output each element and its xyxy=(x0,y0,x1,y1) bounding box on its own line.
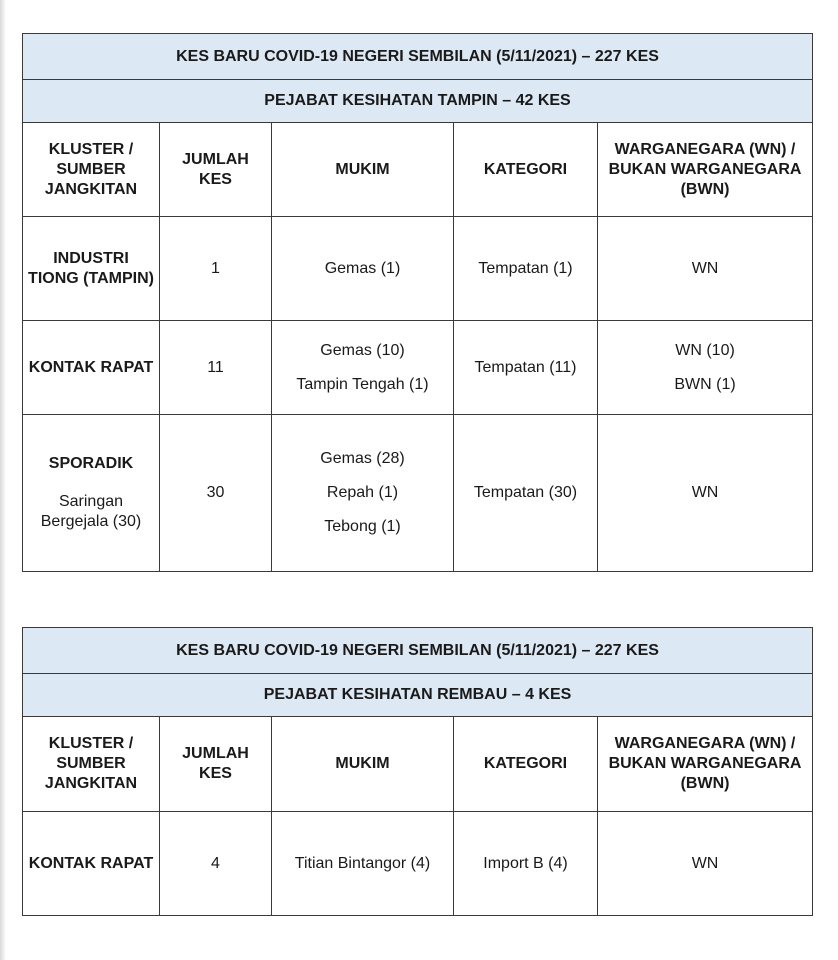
col-kluster-header: KLUSTER / SUMBER JANGKITAN xyxy=(23,717,160,812)
cell-jumlah: 11 xyxy=(160,321,272,415)
cell-kategori: Tempatan (11) xyxy=(454,321,598,415)
cell-wn: WN xyxy=(598,415,813,572)
mukim-entry: Repah (1) xyxy=(326,484,399,501)
tampin-cases-table xyxy=(22,33,813,572)
cell-kategori: Import B (4) xyxy=(454,812,598,916)
mukim-entry: Tebong (1) xyxy=(324,518,401,535)
kluster-note: Saringan Bergejala (30) xyxy=(40,493,142,530)
wn-entry: WN (10) xyxy=(675,341,735,359)
rembau-cases-table xyxy=(22,627,813,916)
cell-wn: WN xyxy=(598,812,813,916)
cell-kluster: INDUSTRI TIONG (TAMPIN) xyxy=(23,217,160,321)
cell-mukim: Titian Bintangor (4) xyxy=(272,812,454,916)
cell-kategori: Tempatan (1) xyxy=(454,217,598,321)
cell-mukim xyxy=(272,415,454,572)
table-row xyxy=(23,217,813,321)
col-kluster-header: KLUSTER / SUMBER JANGKITAN xyxy=(23,123,160,217)
mukim-entry: Gemas (28) xyxy=(320,450,405,467)
cell-kategori: Tempatan (30) xyxy=(454,415,598,572)
col-mukim-header: MUKIM xyxy=(272,717,454,812)
table-row xyxy=(23,321,813,415)
office-header: PEJABAT KESIHATAN TAMPIN – 42 KES xyxy=(23,80,813,123)
table-title: KES BARU COVID-19 NEGERI SEMBILAN (5/11/2021) – 227 KES xyxy=(23,628,813,674)
kluster-name: SPORADIK xyxy=(48,455,134,472)
cell-kluster: KONTAK RAPAT xyxy=(23,812,160,916)
cell-jumlah: 1 xyxy=(160,217,272,321)
col-jumlah-header: JUMLAH KES xyxy=(160,123,272,217)
mukim-entry: Tampin Tengah (1) xyxy=(296,375,429,393)
mukim-entry: Gemas (10) xyxy=(320,341,405,359)
table-title: KES BARU COVID-19 NEGERI SEMBILAN (5/11/2021) – 227 KES xyxy=(23,34,813,80)
cell-mukim xyxy=(272,321,454,415)
cell-kluster: KONTAK RAPAT xyxy=(23,321,160,415)
cell-wn xyxy=(598,321,813,415)
table-row xyxy=(23,812,813,916)
cell-wn: WN xyxy=(598,217,813,321)
cell-jumlah: 30 xyxy=(160,415,272,572)
col-kategori-header: KATEGORI xyxy=(454,123,598,217)
office-header: PEJABAT KESIHATAN REMBAU – 4 KES xyxy=(23,674,813,717)
table-row xyxy=(23,415,813,572)
page-edge-shadow xyxy=(0,0,6,960)
wn-entry: BWN (1) xyxy=(674,375,736,393)
col-wn-header: WARGANEGARA (WN) / BUKAN WARGANEGARA (BWN) xyxy=(598,717,813,812)
col-jumlah-header: JUMLAH KES xyxy=(160,717,272,812)
cell-jumlah: 4 xyxy=(160,812,272,916)
col-kategori-header: KATEGORI xyxy=(454,717,598,812)
col-mukim-header: MUKIM xyxy=(272,123,454,217)
cell-mukim: Gemas (1) xyxy=(272,217,454,321)
cell-kluster xyxy=(23,415,160,572)
col-wn-header: WARGANEGARA (WN) / BUKAN WARGANEGARA (BWN) xyxy=(598,123,813,217)
